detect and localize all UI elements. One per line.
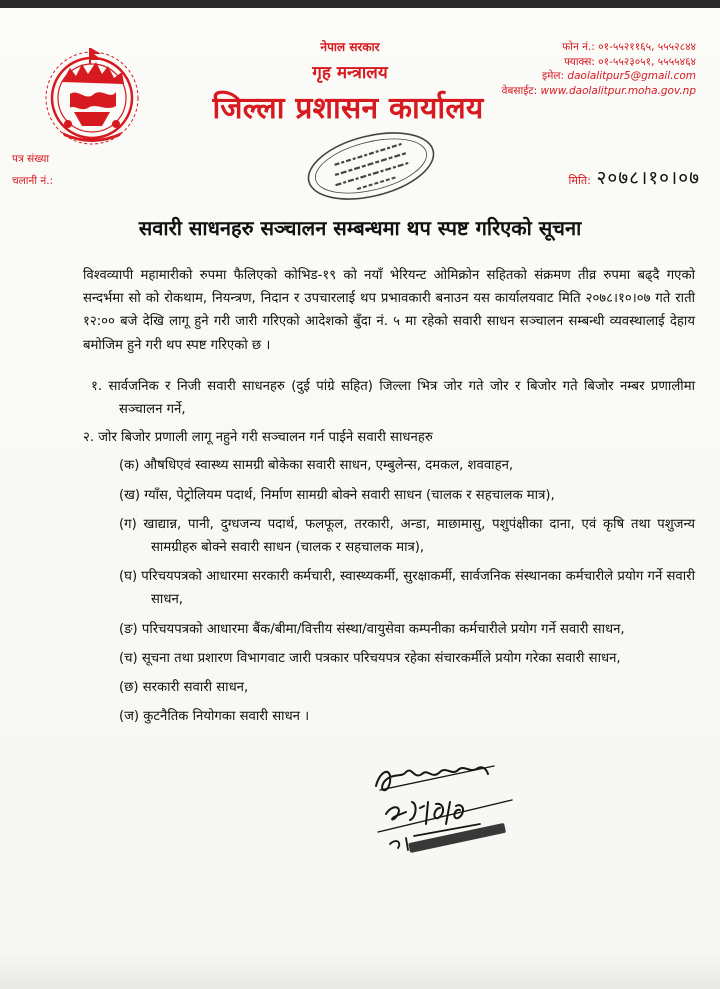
date-label: मिति:	[568, 174, 591, 187]
list-subitem-chha: (छ) सरकारी सवारी साधन,	[119, 680, 249, 696]
email-address[interactable]: daolalitpur5@gmail.com	[567, 70, 696, 82]
list-subitem-cha: (च) सूचना तथा प्रशारण विभागवाट जारी पत्रकार परिचयपत्र रहेका संचारकर्मीले प्रयोग गरेका सवारी साधन,	[119, 650, 621, 666]
contact-block	[502, 40, 696, 98]
office-stamp-icon	[296, 128, 446, 204]
signature-icon	[362, 752, 542, 862]
reference-block	[12, 148, 53, 192]
intro-paragraph: विश्वव्यापी महामारीको रुपमा फैलिएको कोभिड-१९ को नयाँ भेरियन्ट ओमिक्रोन सहितको संक्रमण तीव्र रुपमा बढ्दै गएको सन्दर्भमा सो को रोकथाम, नियन्त्रण, निदान र उपचारलाई थप प्रभावकारी बनाउन यस कार्यालयवाट मिति २०७८।१०।०७ गते राती १२:०० बजे देखि लागू हुने गरी जारी गरिएको आदेशको बुँदा नं. ५ मा रहेको सवारी साधन सञ्चालन सम्बन्धी व्यवस्थालाई देहाय बमोजिम हुने गरी थप स्पष्ट गरिएको छ ।	[83, 268, 695, 353]
list-subitem-ka: (क) औषधिएवं स्वास्थ्य सामग्री बोकेका सवारी साधन, एम्बुलेन्स, दमकल, शववाहन,	[119, 458, 514, 474]
fax-numbers: फ्याक्स: ०१-५५२३०५१, ५५५५४६४	[564, 55, 696, 68]
list-subitem-ga: (ग) खाद्यान्न, पानी, दुग्धजन्य पदार्थ, फलफूल, तरकारी, अन्डा, माछामासु, पशुपंक्षीका दाना, एवं कृषि तथा पशुजन्य सामग्रीहरु बोक्ने सवारी साधन (चालक र सहचालक मात्र),	[119, 516, 695, 556]
list-subitem-nga: (ङ) परिचयपत्रको आधारमा बैंक/बीमा/वित्तीय संस्था/वायुसेवा कम्पनीका कर्मचारीले प्रयोग गर्ने सवारी साधन,	[119, 621, 625, 637]
page-bottom-shadow	[0, 953, 720, 989]
instruction-list	[83, 375, 695, 729]
patra-sankhya-label: पत्र संख्या	[12, 153, 50, 165]
list-subitem-gha: (घ) परिचयपत्रको आधारमा सरकारी कर्मचारी, स्वास्थ्यकर्मी, सुरक्षाकर्मी, सार्वजनिक संस्थानका कर्मचारीले प्रयोग गर्ने सवारी साधन,	[119, 569, 695, 608]
government-name: नेपाल सरकार	[320, 40, 380, 54]
email-line	[502, 69, 696, 84]
chalani-label: चलानी नं.:	[12, 175, 54, 187]
office-name: जिल्ला प्रशासन कार्यालय	[212, 91, 484, 126]
ministry-name: गृह मन्त्रालय	[312, 63, 388, 83]
notice-body	[83, 264, 695, 734]
website-label: वेबसाईट:	[501, 84, 538, 97]
list-item-1: १. सार्वजनिक र निजी सवारी साधनहरु (दुई पांग्रे सहित) जिल्ला भित्र जोर गते जोर र बिजोर गते बिजोर नम्बर प्रणालीमा सञ्चालन गर्ने,	[91, 378, 695, 418]
list-subitem-kha: (ख) ग्याँस, पेट्रोलियम पदार्थ, निर्माण सामग्री बोक्ने सवारी साधन (चालक र सहचालक मात्र),	[119, 487, 555, 503]
phone-numbers: फोन नं.: ०१-५५२११६५, ५५५२८४४	[562, 41, 696, 53]
list-item-2: २. जोर बिजोर प्रणाली लागू नहुने गरी सञ्चालन गर्न पाईने सवारी साधनहरु	[83, 430, 433, 446]
list-subitem-ja: (ज) कुटनैतिक नियोगका सवारी साधन ।	[119, 709, 310, 725]
page-top-edge	[0, 0, 720, 8]
email-label: इमेल:	[541, 70, 565, 82]
letter-date	[569, 164, 700, 190]
date-value: २०७८।१०।०७	[596, 167, 700, 189]
notice-title: सवारी साधनहरु सञ्चालन सम्बन्धमा थप स्पष्ट गरिएको सूचना	[138, 216, 582, 240]
website-line	[502, 84, 696, 99]
website-url[interactable]: www.daolalitpur.moha.gov.np	[540, 84, 696, 97]
